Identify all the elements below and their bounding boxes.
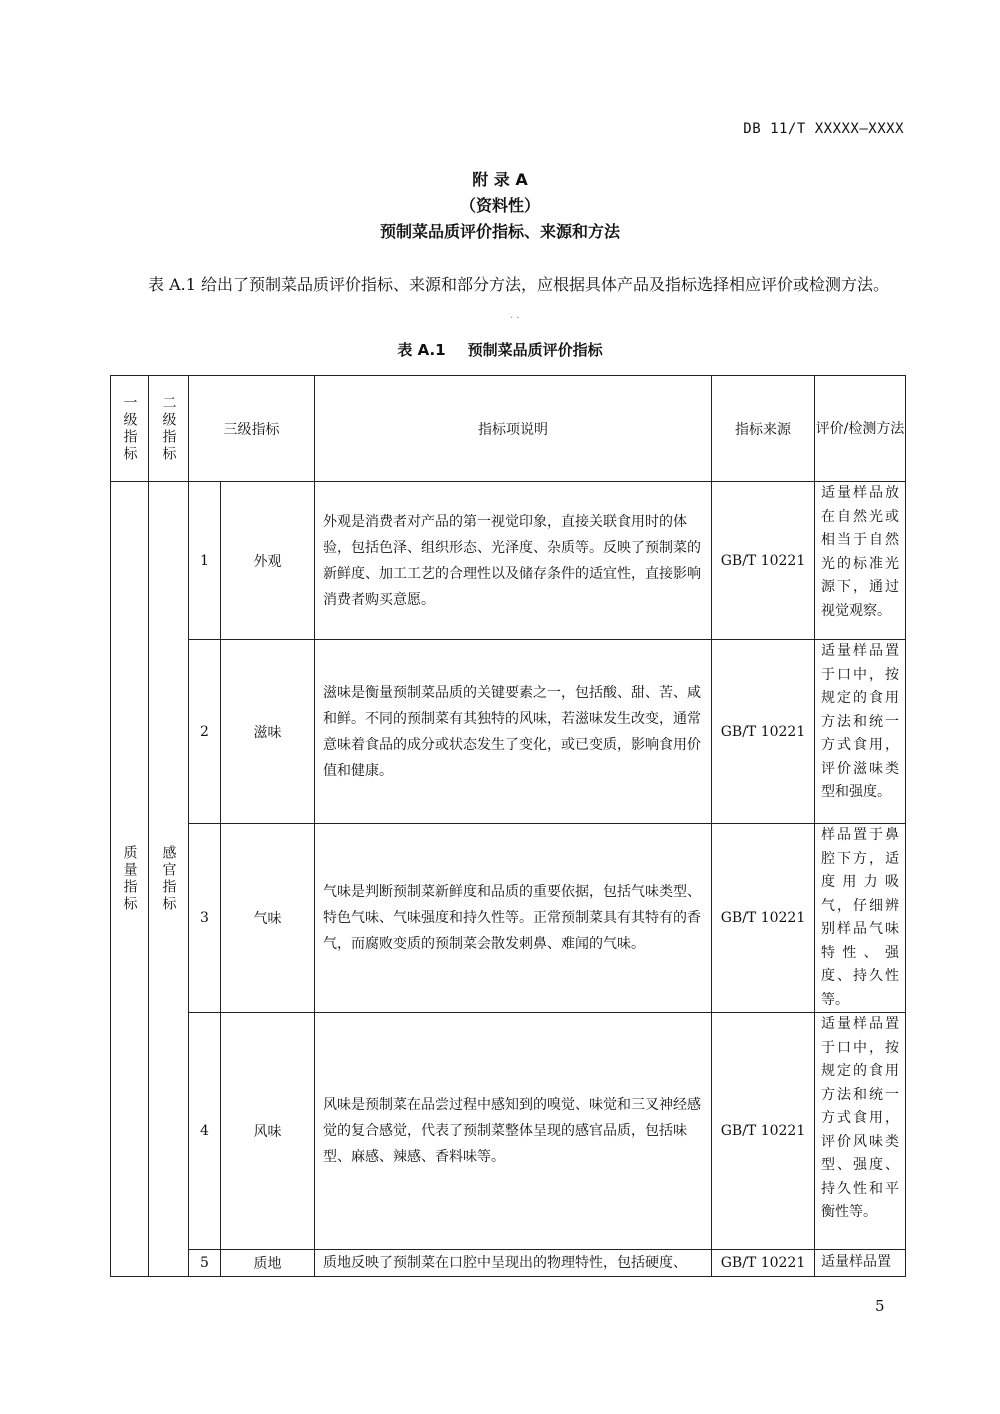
header-level3: 三级指标 — [189, 376, 315, 482]
table-row — [111, 640, 906, 824]
page-number: 5 — [875, 1297, 885, 1315]
row-name: 气味 — [221, 824, 315, 1013]
row-name: 风味 — [221, 1013, 315, 1250]
row-source: GB/T 10221 — [712, 482, 815, 640]
row-name: 外观 — [221, 482, 315, 640]
row-description: 风味是预制菜在品尝过程中感知到的嗅觉、味觉和三叉神经感觉的复合感觉，代表了预制菜整体呈现的感官品质，包括味型、麻感、辣感、香料味等。 — [315, 1013, 712, 1250]
header-method: 评价/检测方法 — [815, 376, 906, 482]
level2-cell: 感官指标 — [149, 482, 189, 1277]
row-method: 样品置于鼻腔下方，适度用力吸气，仔细辨别样品气味特性、强度、持久性等。 — [815, 824, 906, 1013]
appendix-nature: （资料性） — [459, 196, 540, 215]
table-title-text: 预制菜品质评价指标 — [467, 341, 603, 359]
row-source: GB/T 10221 — [712, 824, 815, 1013]
table-row — [111, 824, 906, 1013]
table-header-row — [111, 376, 906, 482]
row-number: 5 — [189, 1250, 221, 1277]
row-description: 外观是消费者对产品的第一视觉印象，直接关联食用时的体验，包括色泽、组织形态、光泽度、杂质等。反映了预制菜的新鲜度、加工工艺的合理性以及储存条件的适宜性，直接影响消费者购买意愿。 — [315, 482, 712, 640]
header-description: 指标项说明 — [315, 376, 712, 482]
row-source: GB/T 10221 — [712, 1013, 815, 1250]
table-row — [111, 1250, 906, 1277]
quality-index-table — [110, 375, 906, 1277]
row-name: 滋味 — [221, 640, 315, 824]
header-level1: 一级指标 — [111, 376, 149, 482]
table-row — [111, 482, 906, 640]
row-source: GB/T 10221 — [712, 1250, 815, 1277]
row-method: 适量样品置于口中，按规定的食用方法和统一方式食用，评价滋味类型和强度。 — [815, 640, 906, 824]
appendix-label: 附 录 A — [472, 170, 528, 189]
row-method: 适量样品置 — [815, 1250, 906, 1277]
row-name: 质地 — [221, 1250, 315, 1277]
row-number: 1 — [189, 482, 221, 640]
header-source: 指标来源 — [712, 376, 815, 482]
intro-paragraph: 表 A.1 给出了预制菜品质评价指标、来源和部分方法，应根据具体产品及指标选择相应评价或检测方法。 — [148, 275, 889, 294]
table-row — [111, 1013, 906, 1250]
table-title-code: 表 A.1 — [397, 341, 446, 359]
row-description: 气味是判断预制菜新鲜度和品质的重要依据，包括气味类型、特色气味、气味强度和持久性等。正常预制菜具有其特有的香气，而腐败变质的预制菜会散发刺鼻、难闻的气味。 — [315, 824, 712, 1013]
decorative-dots: · · — [510, 313, 520, 324]
row-number: 3 — [189, 824, 221, 1013]
row-description: 质地反映了预制菜在口腔中呈现出的物理特性，包括硬度、 — [315, 1250, 712, 1277]
row-description: 滋味是衡量预制菜品质的关键要素之一，包括酸、甜、苦、咸和鲜。不同的预制菜有其独特的风味，若滋味发生改变，通常意味着食品的成分或状态发生了变化，或已变质，影响食用价值和健康。 — [315, 640, 712, 824]
row-number: 2 — [189, 640, 221, 824]
appendix-title: 预制菜品质评价指标、来源和方法 — [379, 222, 620, 241]
row-method: 适量样品放在自然光或相当于自然光的标准光源下，通过视觉观察。 — [815, 482, 906, 640]
row-method: 适量样品置于口中，按规定的食用方法和统一方式食用，评价风味类型、强度、持久性和平衡性等。 — [815, 1013, 906, 1250]
row-source: GB/T 10221 — [712, 640, 815, 824]
header-level2: 二级指标 — [149, 376, 189, 482]
row-number: 4 — [189, 1013, 221, 1250]
table-title — [0, 339, 1000, 360]
level1-cell: 质量指标 — [111, 482, 149, 1277]
standard-code: DB 11/T XXXXX—XXXX — [743, 121, 904, 137]
